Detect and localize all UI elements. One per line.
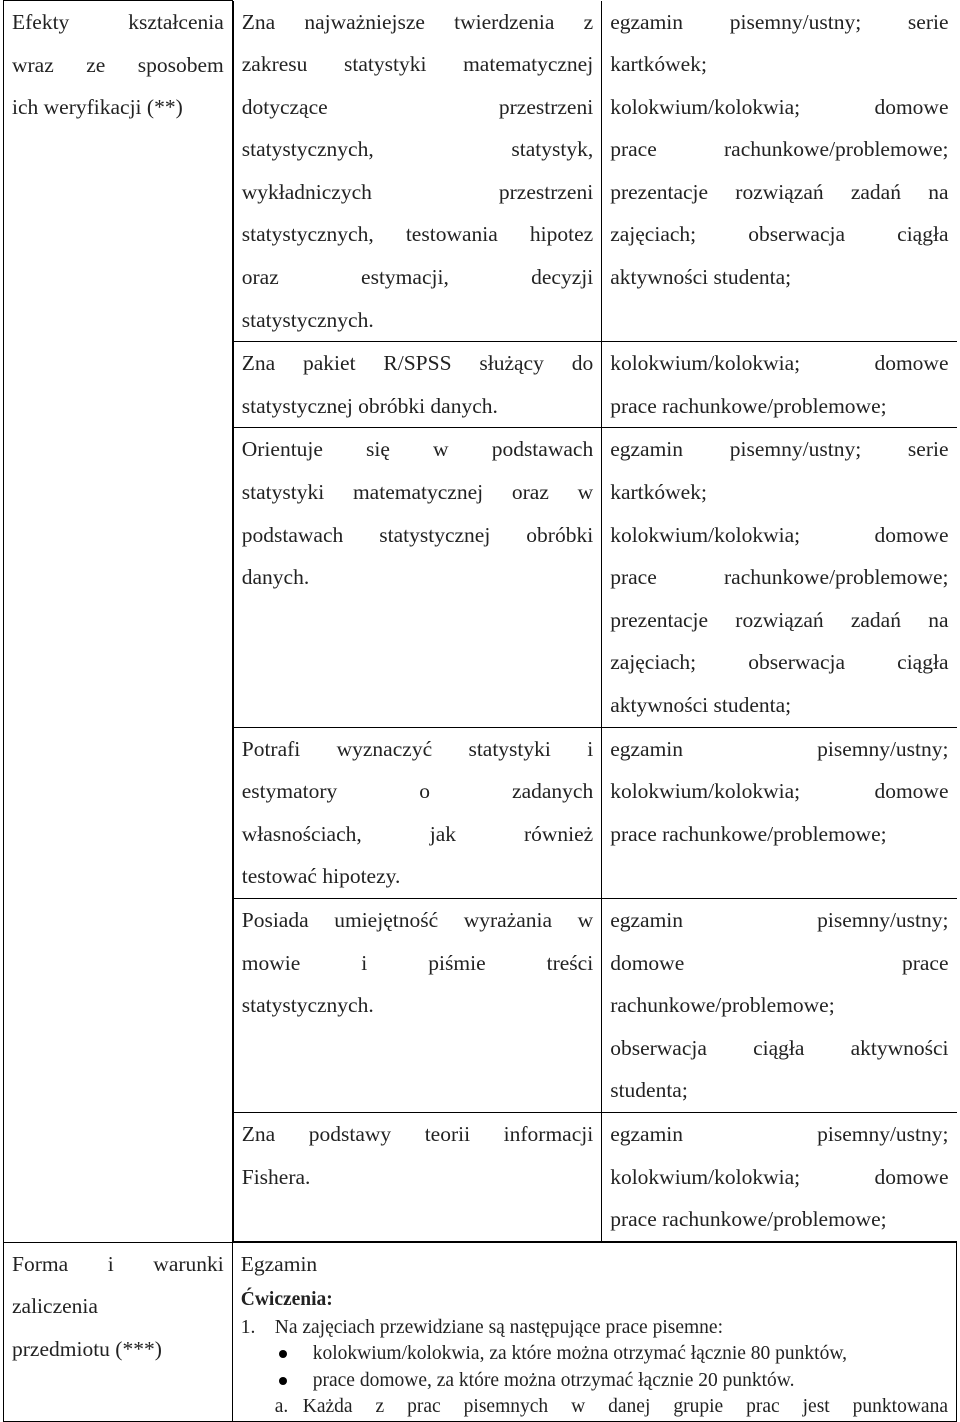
sub-item-letter: a. xyxy=(274,1396,289,1418)
verification-line: prace rachunkowe/problemowe; xyxy=(610,393,887,418)
exercises-block xyxy=(241,1285,948,1421)
numbered-item-text: Na zajęciach przewidziane są następujące prace pisemne: xyxy=(274,1316,723,1338)
effect-line: dotyczące przestrzeni xyxy=(241,94,594,119)
verification-line: kartkówek; xyxy=(610,52,707,77)
label-line: zaliczenia xyxy=(12,1294,98,1319)
course-table-body xyxy=(4,1,957,1422)
verification-line: prezentacje rozwiązań zadań na xyxy=(610,179,949,204)
verification-line: kolokwium/kolokwia; domowe xyxy=(610,779,949,804)
effect-row xyxy=(233,1112,956,1241)
effects-row xyxy=(4,1,957,1243)
effect-cell xyxy=(233,428,601,727)
bullet-text: kolokwium/kolokwia, za które można otrzymać łącznie 80 punktów, xyxy=(312,1343,848,1365)
effects-column xyxy=(232,1,956,1243)
verification-line: egzamin pisemny/ustny; xyxy=(610,736,949,761)
verification-cell xyxy=(602,428,957,727)
verification-text xyxy=(610,1,948,299)
effect-text xyxy=(242,428,593,598)
verification-line: kolokwium/kolokwia; domowe xyxy=(610,351,949,376)
label-line: ich weryfikacji (**) xyxy=(12,95,183,120)
verification-line: zajęciach; obserwacja ciągła xyxy=(610,222,949,247)
effect-line: Zna podstawy teorii informacji xyxy=(241,1121,594,1146)
assessment-content-cell xyxy=(232,1242,956,1421)
verification-cell xyxy=(602,727,957,898)
sub-item-text: Każda z prac pisemnych w danej grupie prac jest punktowana xyxy=(302,1396,948,1418)
effect-line: Zna pakiet R/SPSS służący do xyxy=(241,351,594,376)
verification-line: kolokwium/kolokwia; domowe xyxy=(610,1164,949,1189)
effect-text xyxy=(242,728,593,898)
effect-cell xyxy=(233,342,601,428)
effect-text xyxy=(242,1,593,342)
verification-line: kolokwium/kolokwia; domowe xyxy=(610,522,949,547)
effect-line: zakresu statystyki matematycznej xyxy=(241,52,594,77)
verification-text xyxy=(610,728,948,856)
effect-line: Orientuje się w podstawach xyxy=(241,437,594,462)
effect-row xyxy=(233,898,956,1112)
label-line: Forma i warunki xyxy=(12,1251,224,1276)
effect-text xyxy=(242,1113,593,1198)
bullet-item xyxy=(241,1341,948,1368)
assessment-label-cell xyxy=(4,1242,233,1421)
effect-cell xyxy=(233,1,601,342)
effect-line: statystyki matematycznej oraz w xyxy=(241,480,594,505)
effect-line: danych. xyxy=(241,565,310,590)
verification-cell xyxy=(602,1112,957,1241)
verification-line: kolokwium/kolokwia; domowe xyxy=(610,94,949,119)
effect-line: mowie i piśmie treści xyxy=(241,950,594,975)
verification-line: egzamin pisemny/ustny; xyxy=(610,907,949,932)
verification-line: aktywności studenta; xyxy=(610,265,792,290)
effect-row xyxy=(233,428,956,727)
verification-text xyxy=(610,899,948,1112)
effect-line: statystycznej obróbki danych. xyxy=(241,393,498,418)
verification-line: prace rachunkowe/problemowe; xyxy=(610,565,949,590)
verification-line: prace rachunkowe/problemowe; xyxy=(610,137,949,162)
effect-cell xyxy=(233,727,601,898)
effects-items-body xyxy=(233,1,956,1242)
verification-line: rachunkowe/problemowe; xyxy=(610,993,835,1018)
effects-items-table xyxy=(233,1,957,1242)
bullet-dot-icon xyxy=(279,1377,287,1385)
effect-line: Zna najważniejsze twierdzenia z xyxy=(241,9,594,34)
verification-text xyxy=(610,342,948,427)
effects-label-cell xyxy=(4,1,233,1243)
effect-row xyxy=(233,727,956,898)
numbered-item-number: 1. xyxy=(240,1316,256,1338)
numbered-item xyxy=(241,1315,948,1342)
effect-line: Posiada umiejętność wyrażania w xyxy=(241,907,594,932)
verification-line: egzamin pisemny/ustny; xyxy=(610,1121,949,1146)
exam-text: Egzamin xyxy=(240,1251,318,1276)
effect-line: Fishera. xyxy=(241,1164,311,1189)
exercises-heading: Ćwiczenia: xyxy=(240,1288,333,1310)
effect-line: estymatory o zadanych xyxy=(241,779,594,804)
effect-line: własnościach, jak również xyxy=(241,821,594,846)
verification-line: domowe prace xyxy=(610,950,949,975)
effect-line: Potrafi wyznaczyć statystyki i xyxy=(241,736,594,761)
effect-text xyxy=(242,342,593,427)
verification-line: egzamin pisemny/ustny; serie xyxy=(610,9,949,34)
effect-line: oraz estymacji, decyzji xyxy=(241,265,594,290)
effect-row xyxy=(233,342,956,428)
label-line: przedmiotu (***) xyxy=(12,1336,162,1361)
effect-line: statystycznych. xyxy=(241,307,374,332)
bullet-item xyxy=(241,1368,948,1395)
effect-text xyxy=(242,899,593,1027)
verification-line: egzamin pisemny/ustny; serie xyxy=(610,437,949,462)
effect-line: statystycznych, statystyk, xyxy=(241,137,594,162)
verification-line: prace rachunkowe/problemowe; xyxy=(610,821,887,846)
assessment-row xyxy=(4,1242,957,1421)
effect-line: statystycznych, testowania hipotez xyxy=(241,222,594,247)
effect-cell xyxy=(233,1112,601,1241)
verification-cell xyxy=(602,1,957,342)
sub-item xyxy=(241,1394,948,1421)
effect-line: wykładniczych przestrzeni xyxy=(241,179,594,204)
verification-text xyxy=(610,428,948,726)
verification-line: prezentacje rozwiązań zadań na xyxy=(610,607,949,632)
verification-cell xyxy=(602,342,957,428)
bullet-list xyxy=(241,1341,948,1394)
label-line: Efekty kształcenia xyxy=(12,10,224,34)
effect-line: statystycznych. xyxy=(241,993,374,1018)
bullet-dot-icon xyxy=(279,1350,287,1358)
verification-line: zajęciach; obserwacja ciągła xyxy=(610,650,949,675)
effect-line: testować hipotezy. xyxy=(241,864,401,889)
effect-line: podstawach statystycznej obróbki xyxy=(241,522,594,547)
verification-line: prace rachunkowe/problemowe; xyxy=(610,1207,887,1232)
bullet-text: prace domowe, za które można otrzymać łącznie 20 punktów. xyxy=(312,1369,795,1391)
verification-line: obserwacja ciągła aktywności xyxy=(610,1035,949,1060)
effect-row xyxy=(233,1,956,342)
label-line: wraz ze sposobem xyxy=(12,52,224,77)
verification-text xyxy=(610,1113,948,1241)
verification-line: studenta; xyxy=(610,1078,688,1103)
course-table xyxy=(3,0,957,1422)
verification-line: aktywności studenta; xyxy=(610,693,792,717)
verification-cell xyxy=(602,898,957,1112)
verification-line: kartkówek; xyxy=(610,480,707,505)
effect-cell xyxy=(233,898,601,1112)
